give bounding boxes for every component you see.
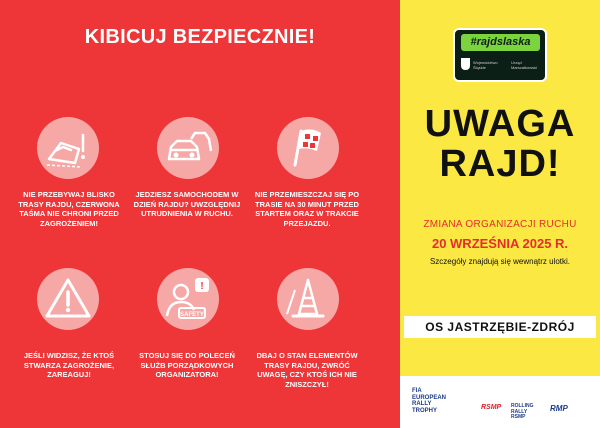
logo-sub-1: Województwo Śląskie	[473, 60, 498, 70]
safety-marshal-icon	[157, 268, 219, 330]
logo-tag: #rajdslaska	[461, 34, 540, 51]
traffic-cone-icon	[277, 268, 339, 330]
logo-sub-2: Urząd Marszałkowski	[511, 60, 538, 70]
rajdslaska-logo	[453, 28, 547, 82]
car-crash-icon	[37, 117, 99, 179]
headline-rajd: RAJD!	[439, 143, 561, 185]
event-date: 20 WRZEŚNIA 2025 R.	[431, 236, 569, 251]
crest-icon	[461, 58, 470, 70]
main-title: KIBICUJ BEZPIECZNIE!	[84, 26, 316, 48]
tip-caption-4: JEŚLI WIDZISZ, ŻE KTOŚ STWARZA ZAGROŻENIE, ZAREAGUJ!	[23, 351, 115, 379]
tip-caption-1: NIE PRZEBYWAJ BLISKO TRASY RAJDU, CZERWONA TAŚMA NIE CHRONI PRZED ZAGROŻENIEM!	[18, 190, 120, 228]
tip-caption-2: JEDZIESZ SAMOCHODEM W DZIEŃ RAJDU? UWZGLĘDNIJ UTRUDNIENIA W RUCHU.	[133, 190, 241, 218]
tip-caption-6: DBAJ O STAN ELEMENTÓW TRASY RAJDU, ZWRÓĆ UWAGĘ, CZY KTOŚ ICH NIE ZNISZCZYŁ!	[256, 351, 358, 389]
tip-caption-3: NIE PRZEMIESZCZAJ SIĘ PO TRASIE NA 30 MINUT PRZED STARTEM ORAZ W TRAKCIE PRZEJAZDU.	[254, 190, 360, 228]
fia-logo-text: FIA EUROPEAN RALLY TROPHY	[412, 388, 447, 414]
checkered-flag-icon	[277, 117, 339, 179]
location-banner: OS JASTRZĘBIE-ZDRÓJ	[404, 316, 596, 338]
warning-triangle-icon	[37, 268, 99, 330]
fia-logo	[412, 388, 456, 414]
svg-text:SAFETY: SAFETY	[180, 312, 204, 318]
traffic-cars-icon	[157, 117, 219, 179]
tip-caption-5: STOSUJ SIĘ DO POLECEŃ SŁUŻB PORZĄDKOWYCH ORGANIZATORA!	[139, 351, 235, 379]
details-note: Szczegóły znajdują się wewnątrz ulotki.	[429, 257, 571, 266]
subheading: ZMIANA ORGANIZACJI RUCHU	[423, 219, 577, 230]
rsmp-logo: RSMP	[481, 404, 502, 411]
rolling-rally-logo: ROLLING RALLY RSMP	[511, 403, 534, 420]
rmp-logo: RMP	[550, 404, 568, 413]
svg-text:!: !	[200, 281, 204, 292]
headline-uwaga: UWAGA	[424, 103, 576, 145]
